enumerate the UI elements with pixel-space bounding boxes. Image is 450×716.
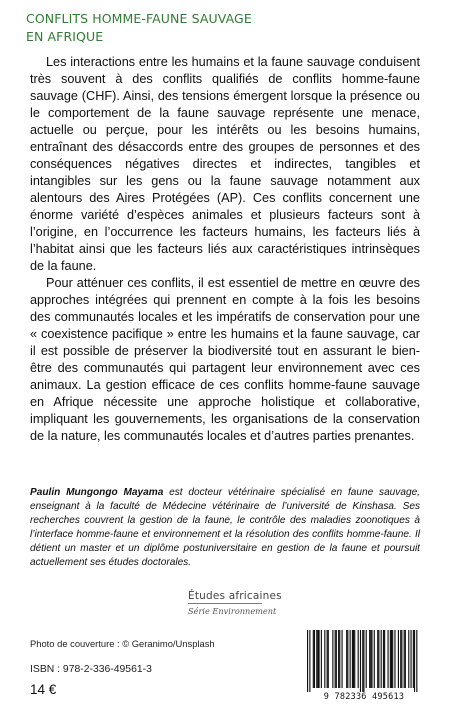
- isbn: ISBN : 978-2-336-49561-3: [30, 664, 152, 675]
- series-subseries: Série Environnement: [188, 606, 277, 616]
- barcode-digits: 9 782336 495613: [323, 692, 405, 702]
- series-logo: [188, 590, 308, 616]
- book-title-line-1: CONFLITS HOMME-FAUNE SAUVAGE: [26, 11, 252, 26]
- back-cover-summary: [30, 54, 420, 445]
- author-name: Paulin Mungongo Mayama: [30, 487, 164, 498]
- barcode: [303, 628, 425, 706]
- barcode-bars: [303, 628, 425, 692]
- series-name: Études africaines: [188, 590, 282, 602]
- author-bio-text: est docteur vétérinaire spécialisé en faune sauvage, enseignant à la faculté de Médecine vétérinaire de l’université de Kinshasa. Ses recherches couvrent la gestion de la faune, le contrôle des maladies zoonotiques à l’interface homme-faune et environnement et la résolution des conflits homme-faune. Il détient un master et un diplôme postuniversitaire en gestion de la faune et poursuit actuellement ses études doctorales.: [30, 487, 420, 568]
- cover-photo-credit: Photo de couverture : © Geranimo/Unsplash: [30, 638, 215, 649]
- summary-paragraph-2: Pour atténuer ces conflits, il est essentiel de mettre en œuvre des approches intégrées qui prennent en compte à la fois les besoins des communautés locales et les impératifs de conservation pour une « coexistence pacifique » entre les humains et la faune sauvage, car il est possible de préserver la biodiversité tout en assurant le bien-être des communautés qui partagent leur environnement avec ces animaux. La gestion efficace de ces conflits homme-faune sauvage en Afrique nécessite une approche holistique et collaborative, impliquant les gouvernements, les organisations de la conservation de la nature, les communautés locales et d’autres parties prenantes.: [30, 276, 420, 443]
- price: 14 €: [30, 682, 57, 697]
- series-divider: [188, 603, 262, 604]
- book-title: [26, 10, 252, 46]
- summary-paragraph-1: Les interactions entre les humains et la faune sauvage conduisent très souvent à des conflits qualifiés de conflits homme-faune sauvage (CHF). Ainsi, des tensions émergent lorsque la présence ou le comportement de la faune sauvage représente une menace, actuelle ou perçue, pour les intérêts ou les besoins humains, entraînant des désaccords entre des groupes de personnes et des conséquences négatives directes et indirectes, tangibles et intangibles sur les gens ou la faune sauvage notamment aux alentours des Aires Protégées (AP). Ces conflits concernent une énorme variété d’espèces animales et plusieurs facteurs sont à l’origine, en l’occurrence les facteurs humains, les facteurs liés à l’habitat ainsi que les facteurs liés aux caractéristiques intrinsèques de la faune.: [30, 55, 420, 273]
- author-bio: [30, 486, 420, 570]
- book-title-line-2: EN AFRIQUE: [26, 29, 104, 44]
